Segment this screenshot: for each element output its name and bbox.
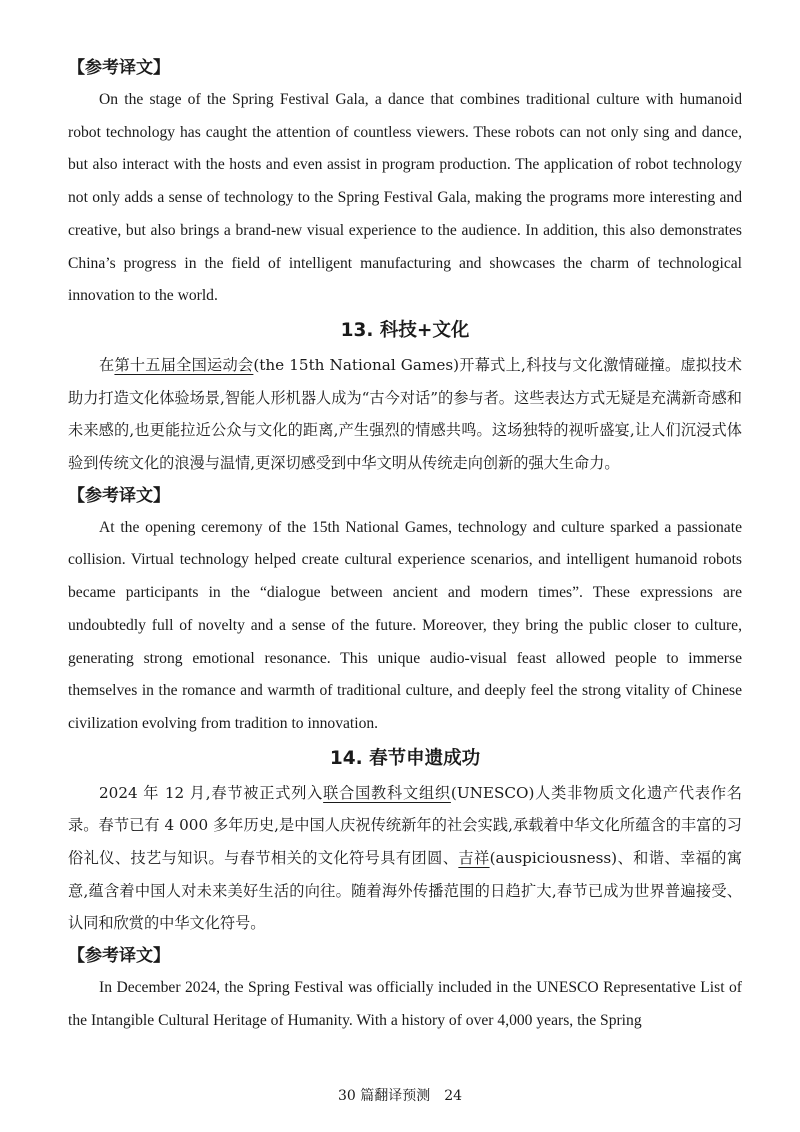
- reference-translation-label: 【参考译文】: [68, 58, 170, 78]
- footer-title: 30 篇翻译预测: [337, 1088, 431, 1104]
- reference-translation-label: 【参考译文】: [68, 485, 170, 506]
- text-segment: (auspiciousness)、和谐、幸福的寓意,蕴含着中国人对未来美好生活的向往。随着海外传播范围的日趋扩大,春节已成为世界普遍接受、认同和欣赏的中华文化符号。: [68, 849, 743, 933]
- page-footer: [0, 1085, 800, 1105]
- text-segment: 在: [99, 355, 115, 374]
- section-13-heading: 13. 科技+文化: [340, 319, 470, 341]
- underlined-term: 第十五届全国运动会: [114, 355, 254, 374]
- section-13-source-paragraph: [68, 349, 742, 480]
- translation-paragraph-1: On the stage of the Spring Festival Gala, a dance that combines traditional culture with humanoid robot technology has caught the attention of countless viewers. These robots can not only sing and dance, but also interact with the hosts and even assist in program production. The application of robot technology not only adds a sense of technology to the Spring Festival Gala, making the programs more interesting and creative, but also brings a brand-new visual experience to the audience. In addition, this also demonstrates China’s progress in the field of intelligent manufacturing and showcases the charm of technological innovation to the world.: [68, 91, 742, 305]
- section-13-translation-paragraph: At the opening ceremony of the 15th National Games, technology and culture sparked a passionate collision. Virtual technology helped create cultural experience scenarios, and intelligent humanoid robots became participants in the “dialogue between ancient and modern times”. These expressions are undoubtedly full of novelty and a sense of the future. Moreover, they bring the public closer to culture, generating strong emotional resonance. This unique audio-visual feast allowed people to immerse themselves in the romance and warmth of traditional culture, and deeply feel the strong vitality of Chinese civilization evolving from tradition to innovation.: [68, 518, 742, 732]
- text-segment: 2024 年 12 月,春节被正式列入: [99, 783, 324, 802]
- page-number: 24: [444, 1088, 463, 1104]
- underlined-term: 联合国教科文组织: [323, 783, 451, 802]
- reference-translation-label: 【参考译文】: [68, 946, 170, 967]
- section-14-translation-paragraph: In December 2024, the Spring Festival was officially included in the UNESCO Representative List of the Intangible Cultural Heritage of Humanity. With a history of over 4,000 years, the Spring: [68, 979, 742, 1029]
- document-page: [68, 52, 742, 1038]
- section-14-heading: 14. 春节申遗成功: [329, 747, 481, 769]
- text-segment: (UNESCO)人类非物质文化遗产代表作名录。春节已有 4 000 多年历史,是中国人庆祝传统新年的社会实践,承载着中华文化所蕴含的丰富的习俗礼仪、技艺与知识。与春节相关的文化符号具有团圆、: [68, 783, 742, 868]
- underlined-term: 吉祥: [458, 849, 490, 868]
- text-segment: (the 15th National Games)开幕式上,科技与文化激情碰撞。虚拟技术助力打造文化体验场景,智能人形机器人成为“古今对话”的参与者。这些表达方式无疑是充满新奇感和未来感的,也更能拉近公众与文化的距离,产生强烈的情感共鸣。这场独特的视听盛宴,让人们沉浸式体验到传统文化的浪漫与温情,更深切感受到中华文明从传统走向创新的强大生命力。: [68, 355, 742, 473]
- section-14-source-paragraph: [68, 777, 742, 941]
